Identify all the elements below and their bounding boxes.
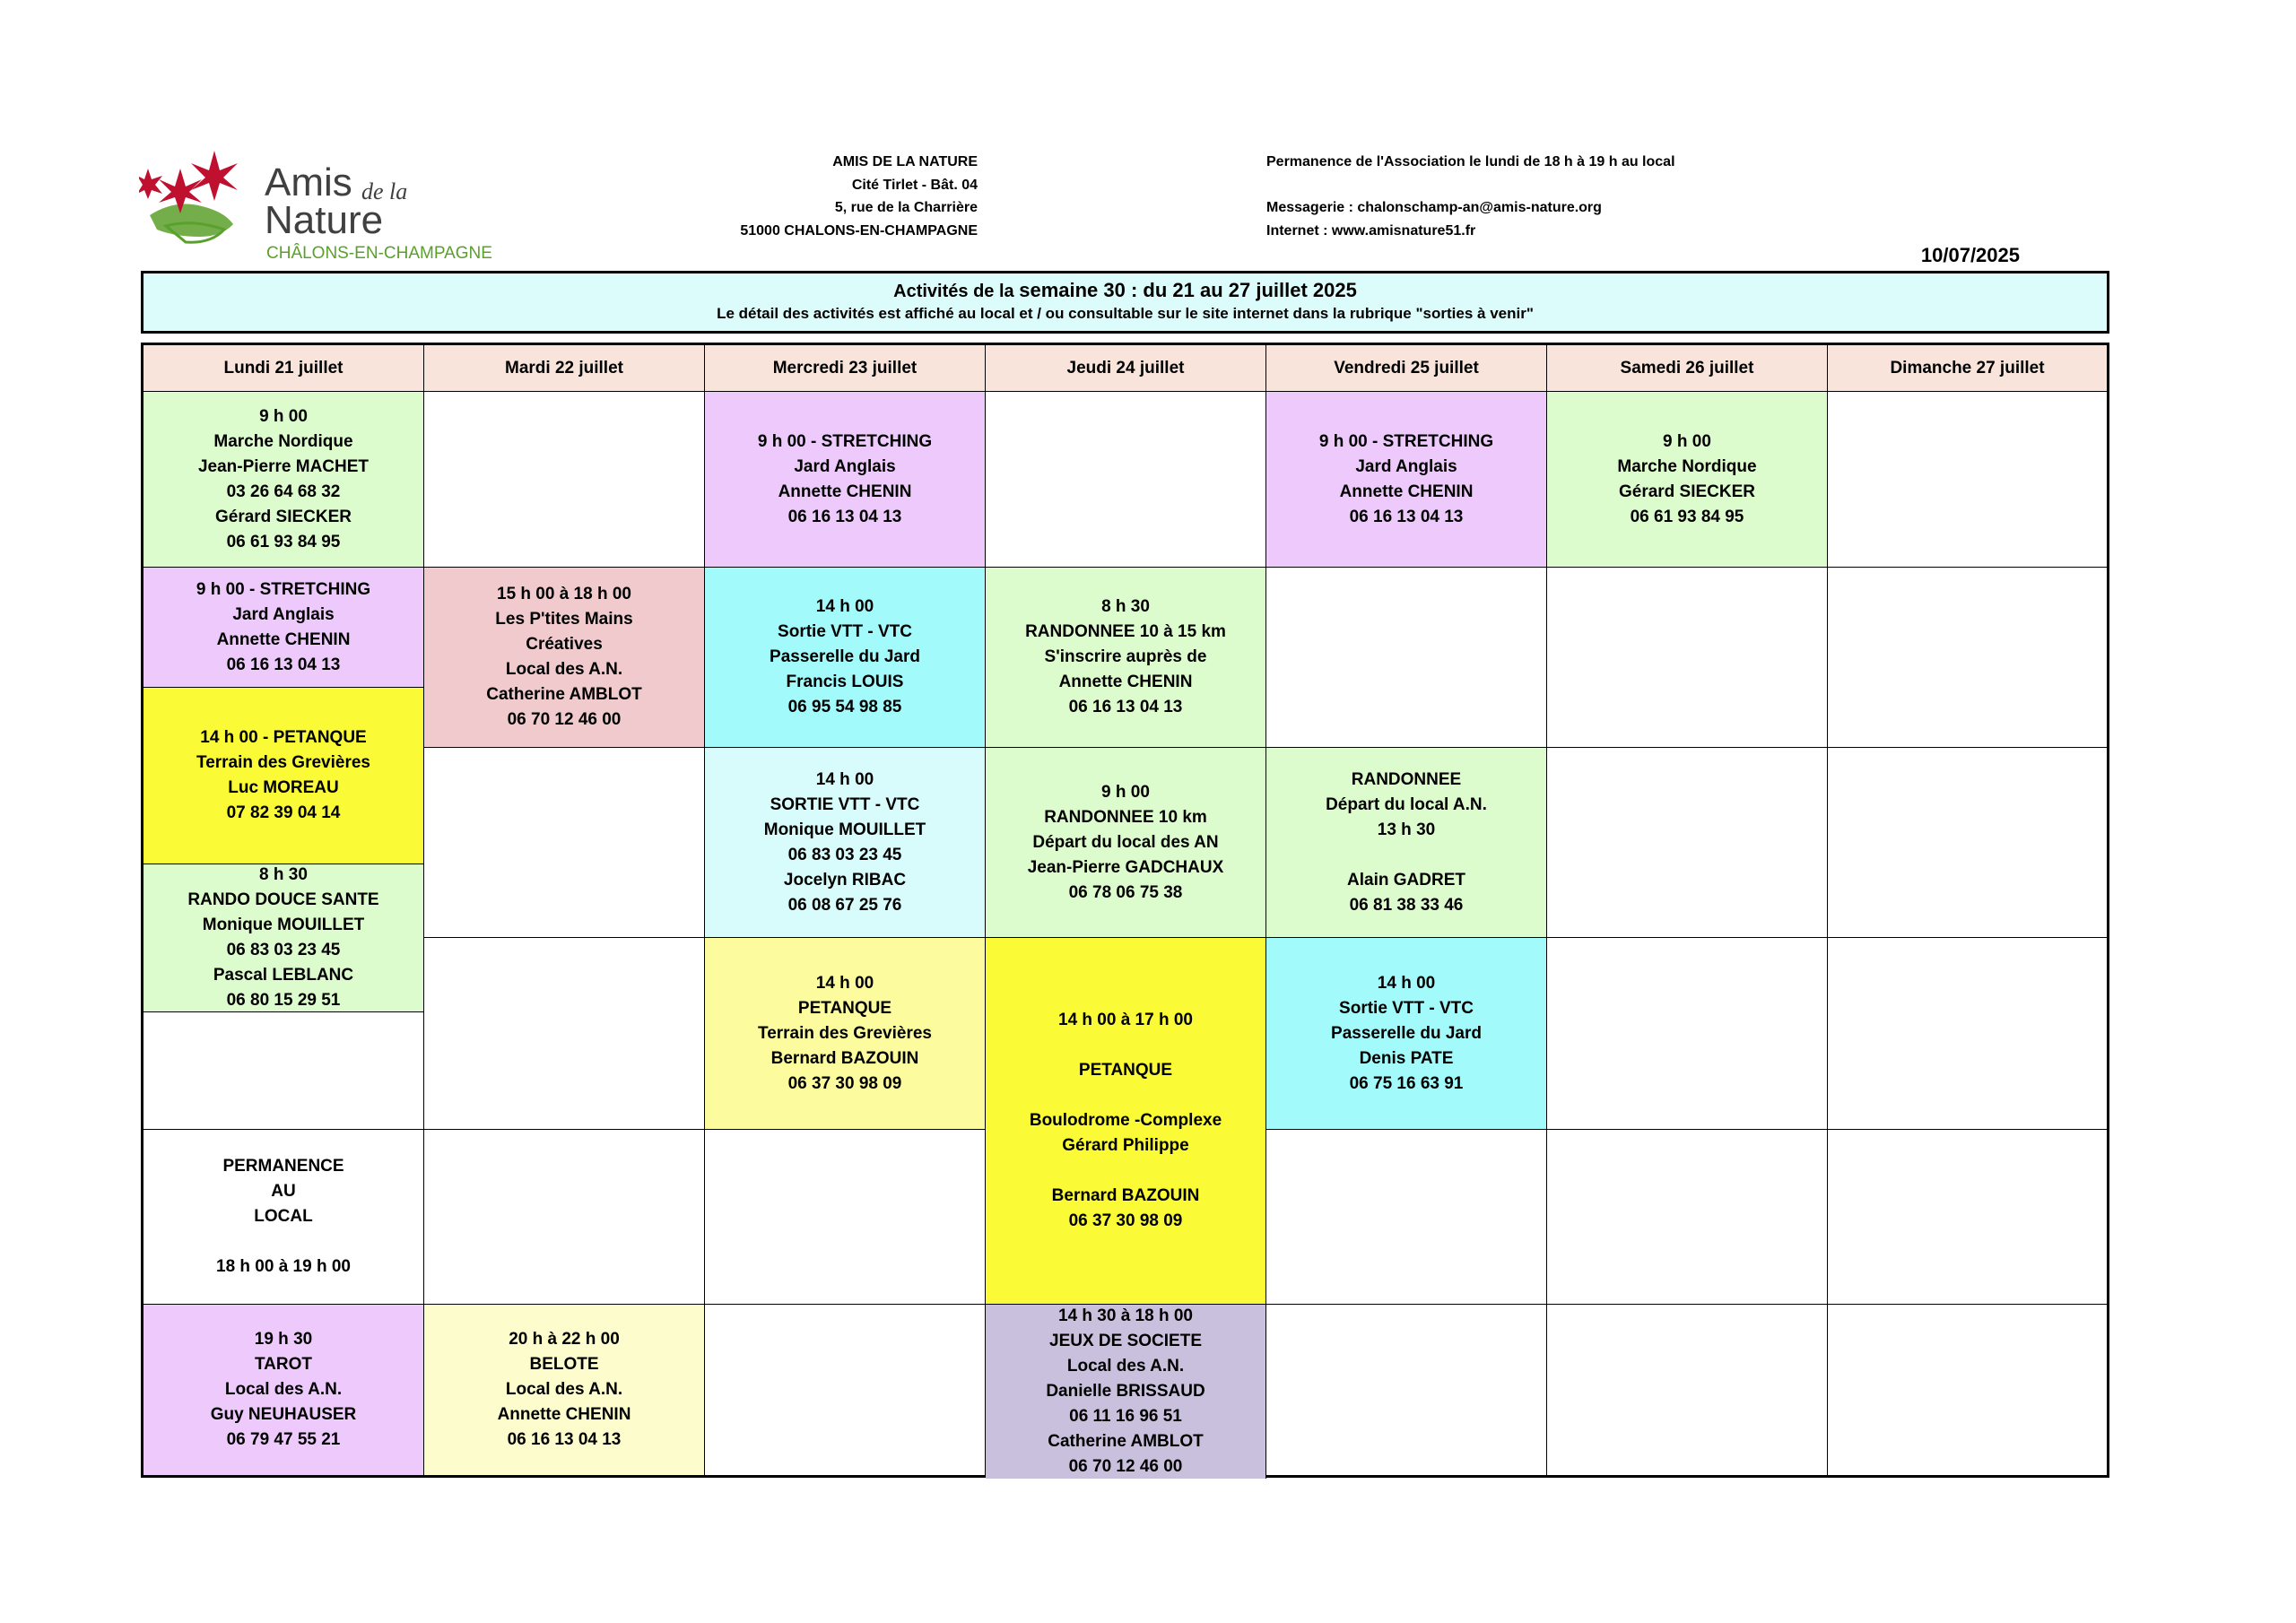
empty-cell — [144, 1012, 424, 1130]
address-line: 51000 CHALONS-EN-CHAMPAGNE — [740, 222, 978, 239]
activity-cell: PERMANENCE AU LOCAL 18 h 00 à 19 h 00 — [144, 1130, 424, 1305]
banner-prefix: Activités de la — [893, 282, 1014, 301]
empty-cell — [424, 1130, 705, 1305]
empty-cell — [1547, 748, 1828, 938]
empty-cell — [1547, 1305, 1828, 1475]
empty-cell — [1266, 568, 1547, 748]
empty-cell — [1828, 1305, 2107, 1475]
website-text: Internet : www.amisnature51.fr — [1266, 222, 1476, 239]
empty-cell — [424, 748, 705, 938]
logo-name-line2: Nature — [265, 198, 384, 242]
logo-name-line1: Amis — [265, 161, 352, 204]
day-header: Jeudi 24 juillet — [986, 345, 1266, 392]
empty-cell — [1828, 1130, 2107, 1305]
schedule-grid — [141, 343, 2109, 1478]
email-text: Messagerie : chalonschamp-an@amis-nature.org — [1266, 200, 1602, 215]
logo — [139, 143, 516, 269]
activity-cell: 14 h 00 PETANQUE Terrain des Grevières Bernard BAZOUIN 06 37 30 98 09 — [705, 938, 986, 1130]
activity-cell: 8 h 30 RANDONNEE 10 à 15 km S'inscrire auprès de Annette CHENIN 06 16 13 04 13 — [986, 568, 1266, 748]
week-banner — [141, 271, 2109, 334]
activity-cell: 14 h 00 Sortie VTT - VTC Passerelle du Jard Francis LOUIS 06 95 54 98 85 — [705, 568, 986, 748]
empty-cell — [1828, 938, 2107, 1130]
empty-cell — [705, 1305, 986, 1475]
empty-cell — [1828, 568, 2107, 748]
day-header: Lundi 21 juillet — [144, 345, 424, 392]
logo-name-small: de la — [361, 178, 408, 204]
activity-cell: 9 h 00 - STRETCHING Jard Anglais Annette CHENIN 06 16 13 04 13 — [1266, 392, 1547, 568]
empty-cell — [424, 938, 705, 1130]
day-header: Vendredi 25 juillet — [1266, 345, 1547, 392]
empty-cell — [705, 1130, 986, 1305]
empty-cell — [424, 392, 705, 568]
document-date: 10/07/2025 — [1920, 244, 2020, 266]
activity-cell: 14 h 00 - PETANQUE Terrain des Grevières Luc MOREAU 07 82 39 04 14 — [144, 688, 424, 864]
activity-cell: 19 h 30 TAROT Local des A.N. Guy NEUHAUSER 06 79 47 55 21 — [144, 1305, 424, 1475]
activity-cell: 8 h 30 RANDO DOUCE SANTE Monique MOUILLET 06 83 03 23 45 Pascal LEBLANC 06 80 15 29 51 — [144, 864, 424, 1012]
empty-cell — [986, 392, 1266, 568]
activity-cell: 15 h 00 à 18 h 00 Les P'tites Mains Créatives Local des A.N. Catherine AMBLOT 06 70 12 46 00 — [424, 568, 705, 748]
address-line: Cité Tirlet - Bât. 04 — [851, 177, 978, 193]
activity-cell: 9 h 00 Marche Nordique Jean-Pierre MACHET 03 26 64 68 32 Gérard SIECKER 06 61 93 84 95 — [144, 392, 424, 568]
day-header: Mardi 22 juillet — [424, 345, 705, 392]
address-line: AMIS DE LA NATURE — [832, 154, 978, 169]
empty-cell — [1266, 1305, 1547, 1475]
banner-subtitle: Le détail des activités est affiché au local et / ou consultable sur le site internet dans la rubrique "sorties à venir" — [717, 305, 1534, 322]
activity-cell: 9 h 00 RANDONNEE 10 km Départ du local des AN Jean-Pierre GADCHAUX 06 78 06 75 38 — [986, 748, 1266, 938]
activity-cell: RANDONNEE Départ du local A.N. 13 h 30 Alain GADRET 06 81 38 33 46 — [1266, 748, 1547, 938]
activity-cell: 14 h 00 SORTIE VTT - VTC Monique MOUILLET 06 83 03 23 45 Jocelyn RIBAC 06 08 67 25 76 — [705, 748, 986, 938]
empty-cell — [1547, 568, 1828, 748]
empty-cell — [1828, 392, 2107, 568]
activity-cell: 9 h 00 - STRETCHING Jard Anglais Annette CHENIN 06 16 13 04 13 — [144, 568, 424, 688]
flower-icon — [139, 151, 238, 213]
empty-cell — [1828, 748, 2107, 938]
empty-cell — [1547, 938, 1828, 1130]
day-header: Mercredi 23 juillet — [705, 345, 986, 392]
activity-cell: 20 h à 22 h 00 BELOTE Local des A.N. Annette CHENIN 06 16 13 04 13 — [424, 1305, 705, 1475]
empty-cell — [1547, 1130, 1828, 1305]
activity-cell: 9 h 00 - STRETCHING Jard Anglais Annette CHENIN 06 16 13 04 13 — [705, 392, 986, 568]
day-header: Samedi 26 juillet — [1547, 345, 1828, 392]
association-address — [682, 151, 978, 242]
activity-cell: 9 h 00 Marche Nordique Gérard SIECKER 06 61 93 84 95 — [1547, 392, 1828, 568]
empty-cell — [1266, 1130, 1547, 1305]
activity-cell: 14 h 00 Sortie VTT - VTC Passerelle du Jard Denis PATE 06 75 16 63 91 — [1266, 938, 1547, 1130]
day-header: Dimanche 27 juillet — [1828, 345, 2107, 392]
permanence-text: Permanence de l'Association le lundi de 18 h à 19 h au local — [1266, 154, 1675, 169]
activity-cell: 14 h 30 à 18 h 00 JEUX DE SOCIETE Local des A.N. Danielle BRISSAUD 06 11 16 96 51 Catherine AMBLOT 06 70 12 46 00 — [986, 1305, 1266, 1479]
activity-cell: 14 h 00 à 17 h 00 PETANQUE Boulodrome -Complexe Gérard Philippe Bernard BAZOUIN 06 37 30 98 09 — [986, 938, 1266, 1305]
association-info — [1266, 151, 1984, 242]
address-line: 5, rue de la Charrière — [834, 200, 978, 215]
banner-week: semaine 30 : du 21 au 27 juillet 2025 — [1019, 279, 1357, 301]
logo-tagline: CHÂLONS-EN-CHAMPAGNE — [266, 244, 492, 263]
